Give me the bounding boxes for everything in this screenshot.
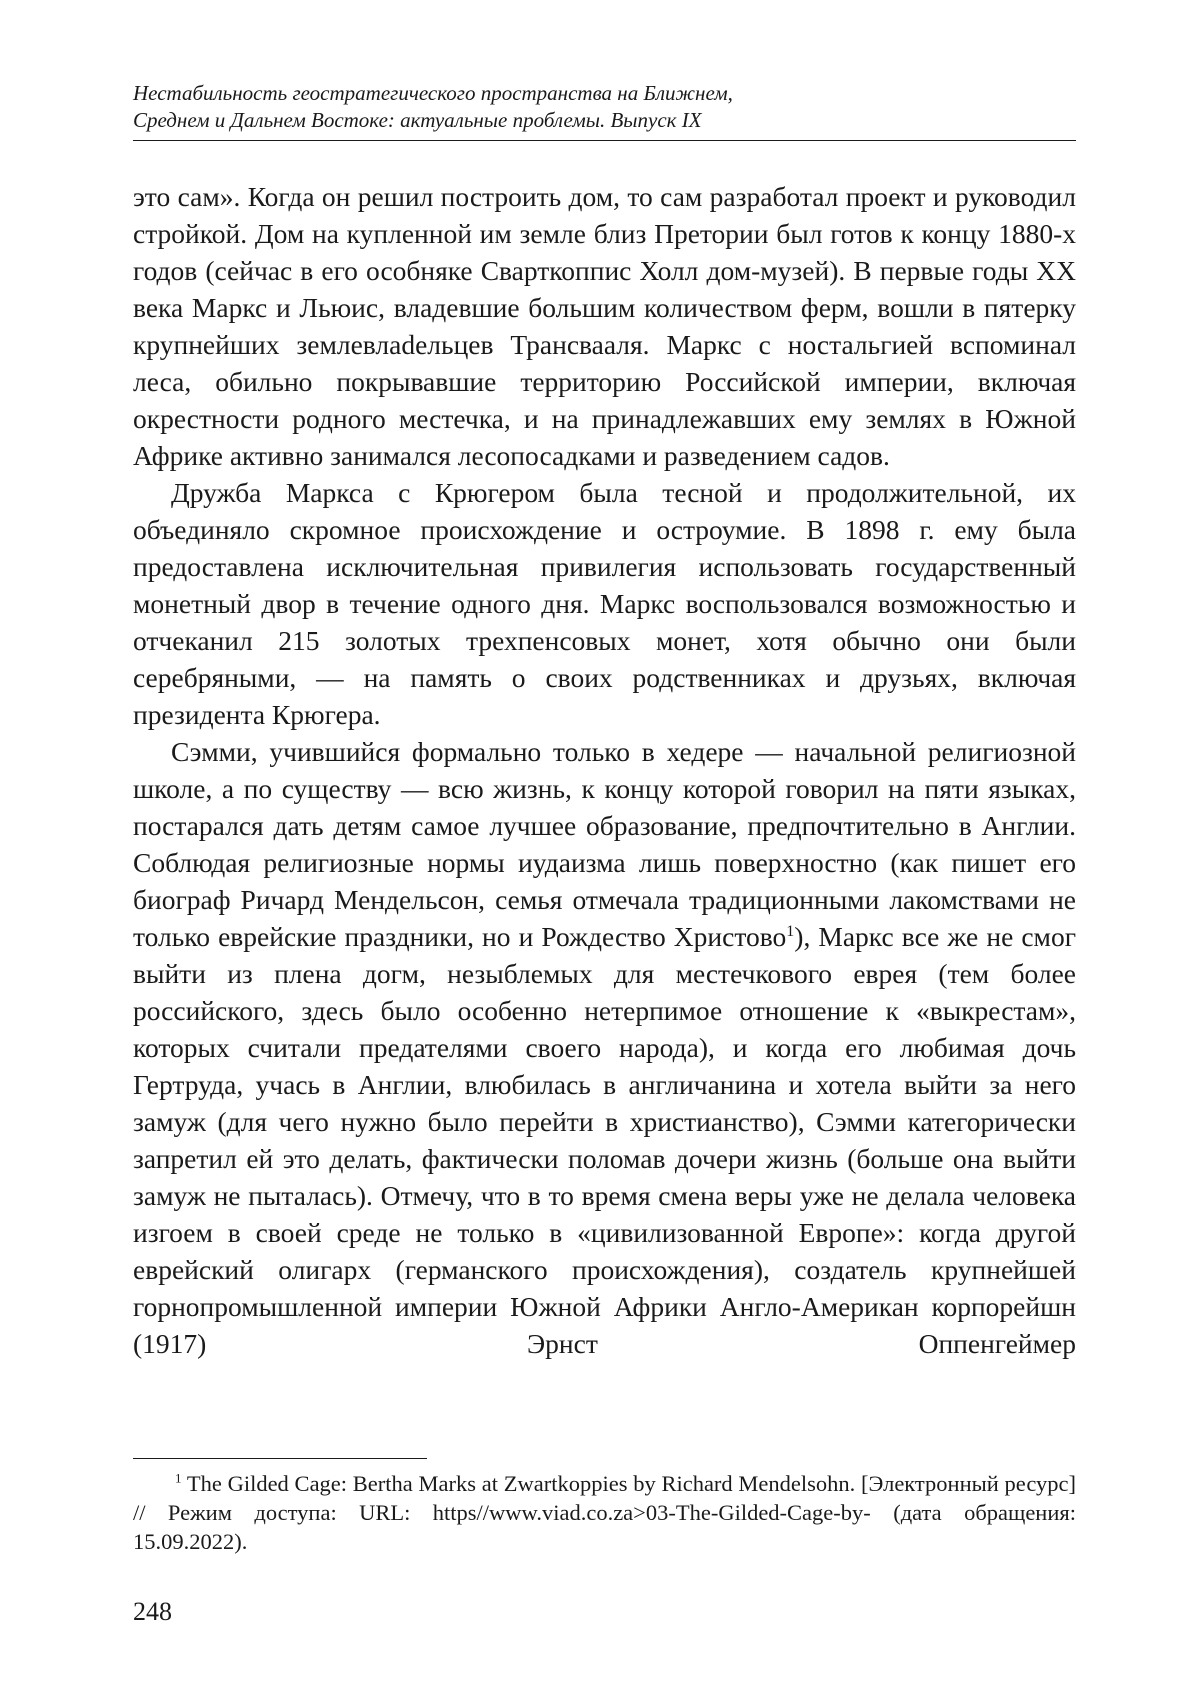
paragraph-1: это сам». Когда он решил построить дом, то сам разработал проект и руководил стройкой. Дом на купленной им земле близ Претории был готов к концу 1880-х годов (сейчас в его особняке Сварткоппис Холл дом-музей). В первые годы XX века Маркс и Льюис, владевшие большим количеством ферм, вошли в пятерку крупнейших землевлаdельцев Трансвааля. Маркс с ностальгией вспоминал леса, обильно покрывавшие территорию Российской империи, включая окрестности родного местечка, и на принадлежавших ему землях в Южной Африке активно занимался лесопосадками и разведением садов. [133,181,1076,471]
paragraph-3 [133,733,1076,1362]
body-text [133,178,1076,1362]
running-header-line-1: Нестабильность геостратегического пространства на Ближнем, [133,81,733,105]
running-header-line-2: Среднем и Дальнем Востоке: актуальные проблемы. Выпуск IX [133,108,702,132]
paragraph-3-part-1: Сэмми, учившийся формально только в хедере — начальной религиозной школе, а по существу — всю жизнь, к концу которой говорил на пяти языках, постарался дать детям самое лучшее образование, предпочтительно в Англии. Соблюдая религиозные нормы иудаизма лишь поверхностно (как пишет его биограф Ричард Мендельсон, семья отмечала традиционными лакомствами не только еврейские праздники, но и Рождество Христово [133,736,1076,952]
footnote-text: The Gilded Cage: Bertha Marks at Zwartkoppies by Richard Mendelsohn. [Электронный ресурс] // Режим доступа: URL: https//www.viad.co.za>03-The-Gilded-Cage-by- (дата обращения: 15.09.2022). [133,1471,1076,1554]
footnote-reference[interactable]: 1 [786,922,795,940]
header-divider [133,140,1076,141]
paragraph-3-part-2: ), Маркс все же не смог выйти из плена догм, незыблемых для местечкового еврея (тем более российского, здесь было особенно нетерпимое отношение к «выкрестам», которых считали предателями своего народа), и когда его любимая дочь Гертруда, учась в Англии, влюбилась в англичанина и хотела выйти за него замуж (для чего нужно было перейти в христианство), Сэмми категорически запретил ей это делать, фактически поломав дочери жизнь (больше она выйти замуж не пыталась). Отмечу, что в то время смена веры уже не делала человека изгоем в своей среде не только в «цивилизованной Европе»: когда другой еврейский олигарх (германского происхождения), создатель крупнейшей горнопромышленной империи Южной Африки Англо-Американ корпорейшн (1917) Эрнст Оппенгеймер [133,921,1076,1359]
footnote-marker: 1 [175,1470,182,1486]
paragraph-2: Дружба Маркса с Крюгером была тесной и продолжительной, их объединяло скромное происхождение и остроумие. В 1898 г. ему была предоставлена исключительная привилегия использовать государственный монетный двор в течение одного дня. Маркс воспользовался возможностью и отчеканил 215 золотых трехпенсовых монет, хотя обычно они были серебряными, — на память о своих родственниках и друзьях, включая президента Крюгера. [133,477,1076,730]
footnote-divider [133,1458,427,1459]
running-header [133,80,1076,134]
page-number: 248 [133,1597,172,1626]
footnote [133,1469,1076,1556]
